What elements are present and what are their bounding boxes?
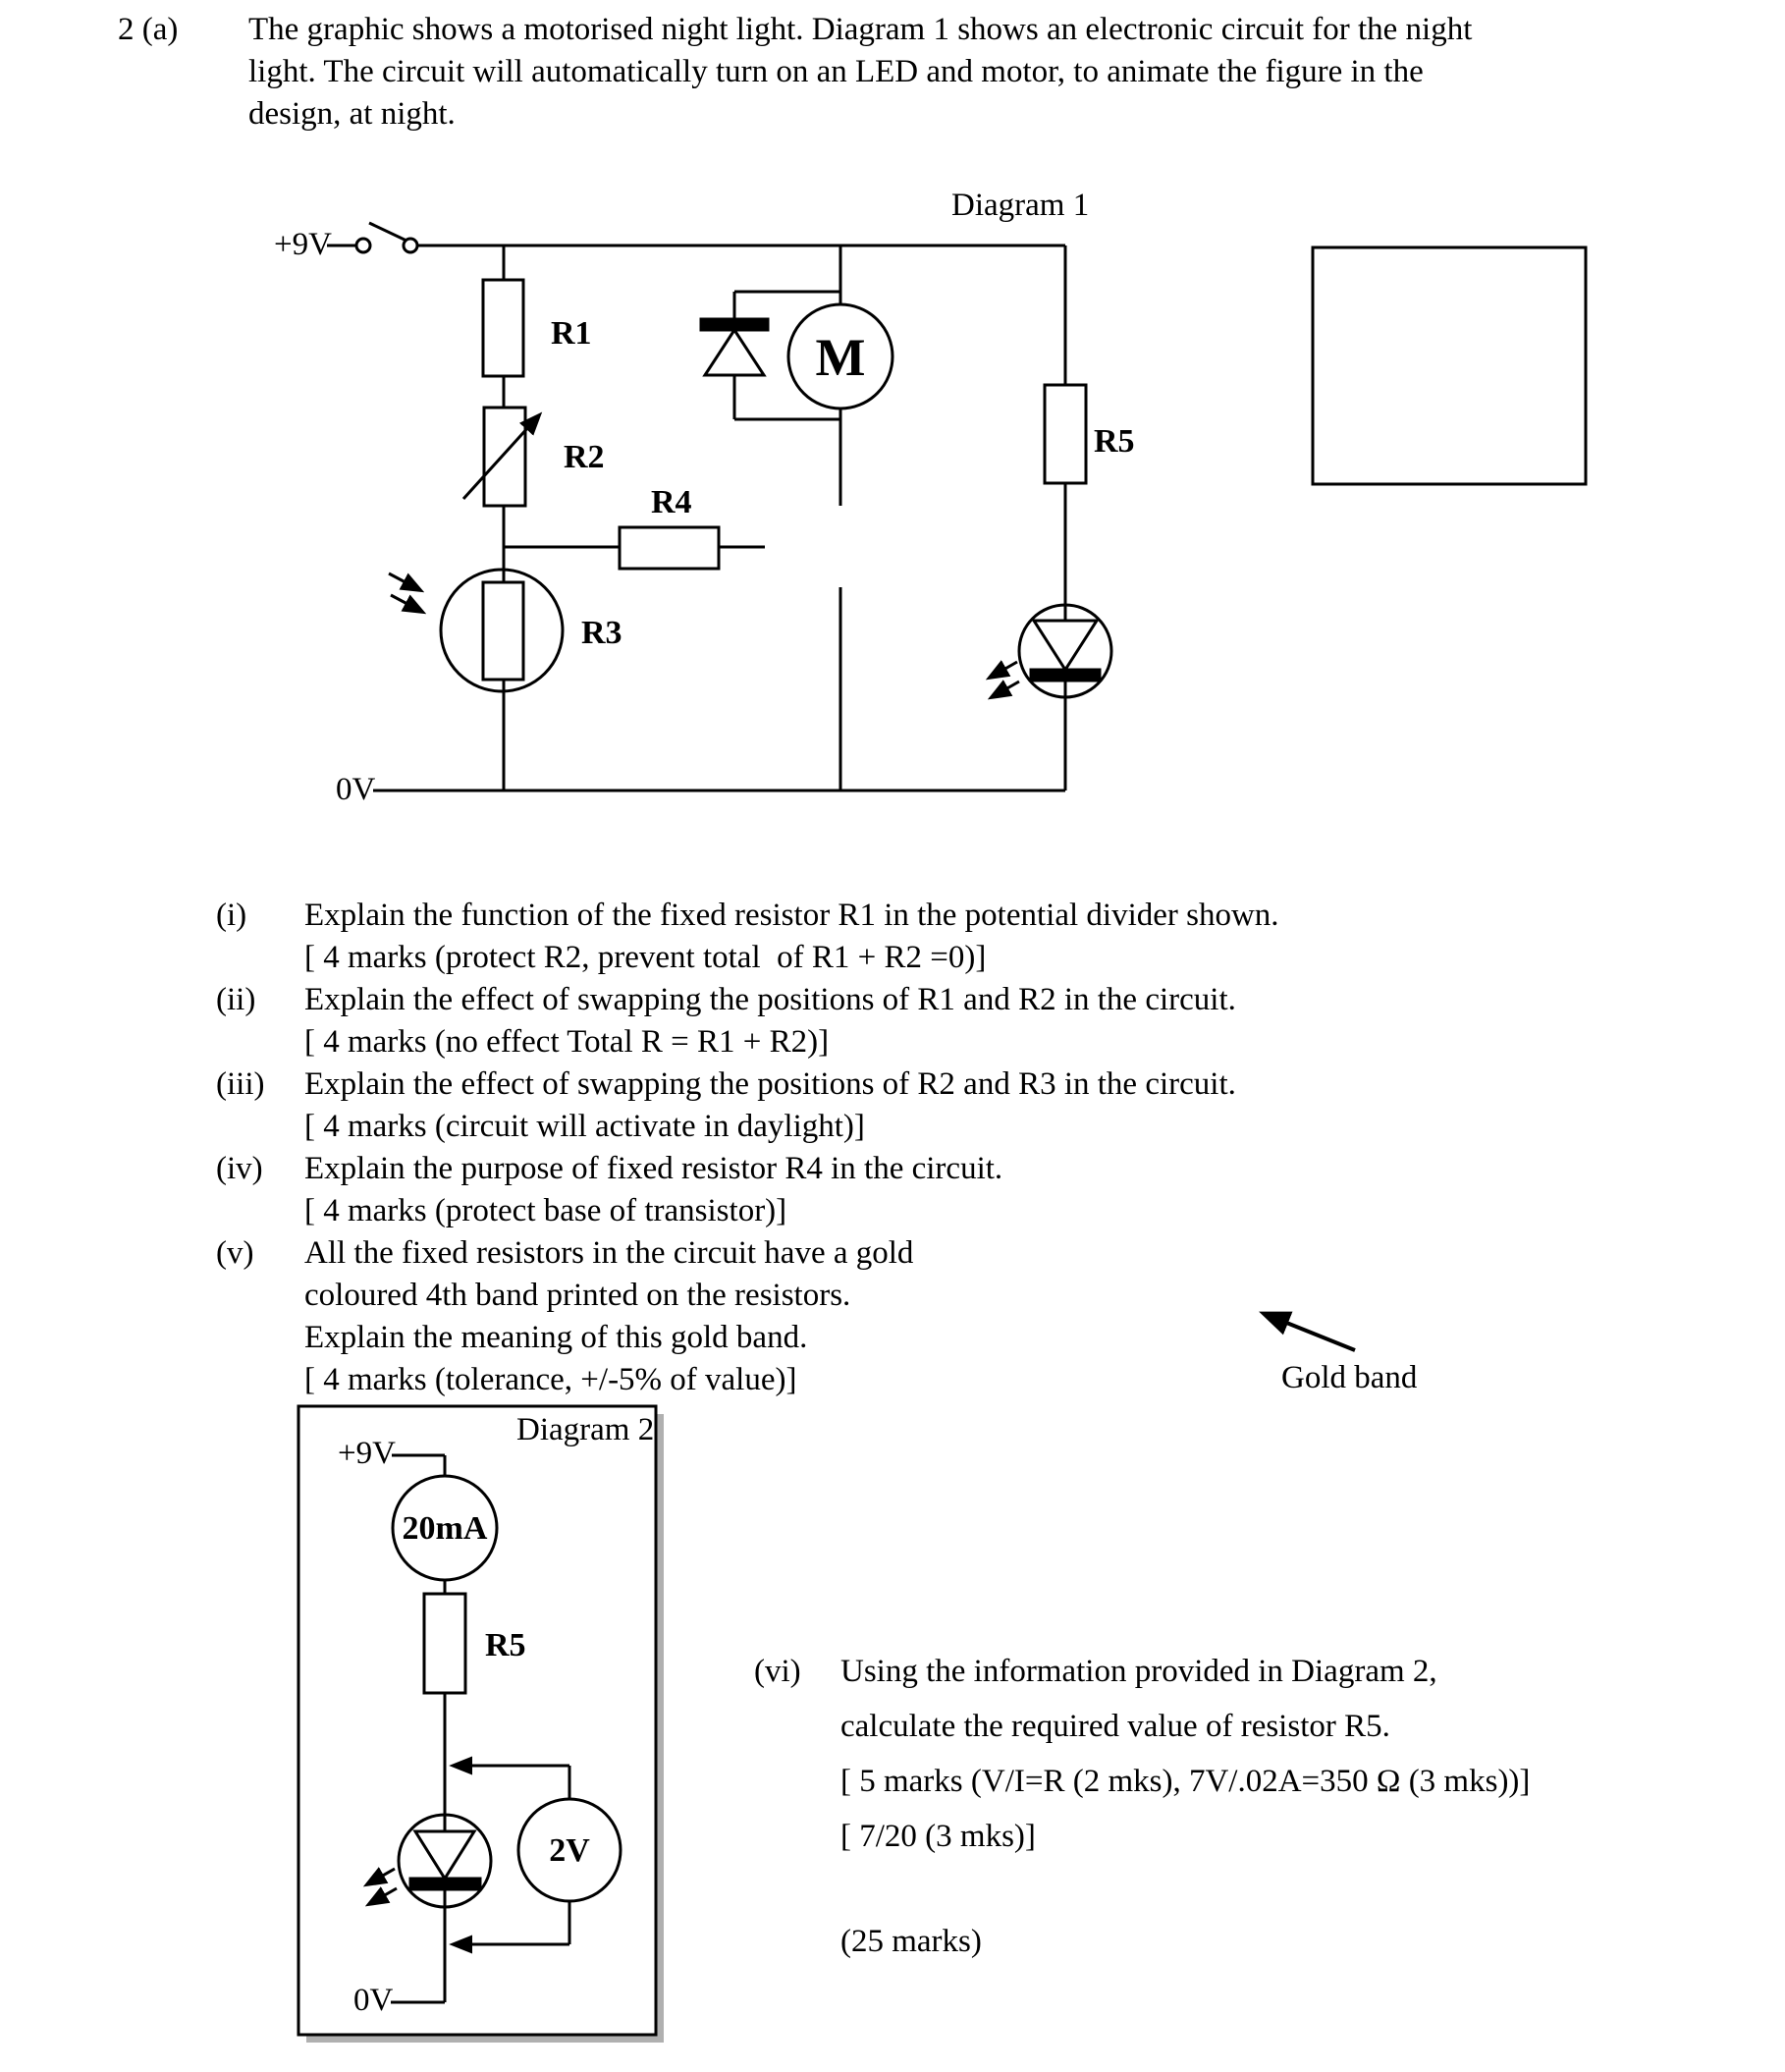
led-triangle — [1034, 621, 1097, 670]
light-out-arrow-icon — [992, 682, 1019, 697]
answer-box — [1313, 247, 1586, 484]
item-line: [ 4 marks (protect R2, prevent total of R1 + R2 =0)] — [304, 940, 987, 975]
switch-contact — [356, 239, 370, 252]
item-line: [ 4 marks (circuit will activate in daylight)] — [304, 1109, 865, 1144]
diode-icon — [701, 292, 768, 419]
r3-label: R3 — [581, 615, 622, 651]
item-line: [ 5 marks (V/I=R (2 mks), 7V/.02A=350 Ω (3 mks))] — [840, 1764, 1531, 1799]
diagram2-circuit — [298, 1406, 664, 2043]
light-in-arrow-icon — [389, 573, 420, 590]
led-cathode-bar — [1031, 670, 1100, 681]
voltmeter-label: 2V — [549, 1832, 590, 1869]
resistor-r5-icon — [1045, 385, 1086, 483]
switch-lever — [369, 223, 406, 241]
item-line: coloured 4th band printed on the resistors. — [304, 1278, 851, 1313]
item-line: [ 4 marks (tolerance, +/-5% of value)] — [304, 1362, 797, 1397]
item-line: Explain the function of the fixed resistor R1 in the potential divider shown. — [304, 898, 1279, 933]
light-out-arrow-icon — [990, 662, 1017, 678]
header-line: design, at night. — [248, 96, 456, 132]
item-marker: (iii) — [216, 1066, 265, 1102]
ldr-resistor-body — [483, 582, 523, 680]
diagram1-title: Diagram 1 — [951, 188, 1090, 223]
item-marker: (v) — [216, 1235, 254, 1271]
diagram1-circuit — [327, 223, 1586, 791]
r1-label: R1 — [551, 315, 592, 352]
supply-label: +9V — [338, 1436, 396, 1471]
diode-triangle — [705, 330, 764, 375]
resistor-r4-icon — [620, 527, 719, 569]
item-line: Explain the effect of swapping the positions of R1 and R2 in the circuit. — [304, 982, 1236, 1017]
r5-label: R5 — [485, 1627, 526, 1663]
led-icon — [990, 605, 1111, 697]
item-line: [ 4 marks (no effect Total R = R1 + R2)] — [304, 1024, 830, 1060]
item-marker: (vi) — [754, 1654, 801, 1689]
motor-label: M — [815, 328, 866, 387]
resistor-r1-icon — [483, 280, 523, 376]
switch-contact — [404, 239, 417, 252]
item-line: Explain the purpose of fixed resistor R4 in the circuit. — [304, 1151, 1003, 1186]
gold-band-arrow-icon — [1265, 1314, 1355, 1350]
item-line: All the fixed resistors in the circuit have a gold — [304, 1235, 914, 1271]
switch-icon — [356, 223, 417, 252]
header-line: The graphic shows a motorised night light. Diagram 1 shows an electronic circuit for the night — [248, 12, 1473, 47]
header-line: light. The circuit will automatically turn on an LED and motor, to animate the figure in the — [248, 54, 1424, 89]
light-in-arrow-icon — [391, 595, 422, 612]
variable-resistor-r2-icon — [484, 408, 525, 506]
r4-label: R4 — [651, 484, 692, 520]
r5-label: R5 — [1094, 423, 1135, 460]
ldr-icon — [389, 570, 563, 691]
item-marker: (iv) — [216, 1151, 263, 1186]
r2-label: R2 — [564, 439, 605, 475]
item-line: [ 7/20 (3 mks)] — [840, 1819, 1036, 1854]
item-line: Using the information provided in Diagram 2, — [840, 1654, 1437, 1689]
gold-band-label: Gold band — [1281, 1360, 1418, 1395]
ground-label: 0V — [353, 1983, 394, 2018]
item-line: calculate the required value of resistor R5. — [840, 1709, 1390, 1744]
resistor-r5-icon — [424, 1594, 465, 1693]
current-source-label: 20mA — [402, 1510, 488, 1547]
item-line: [ 4 marks (protect base of transistor)] — [304, 1193, 787, 1228]
diagram2-title: Diagram 2 — [516, 1412, 655, 1447]
led-cathode-bar — [410, 1879, 480, 1889]
ground-label: 0V — [336, 772, 376, 807]
item-line: Explain the effect of swapping the positions of R2 and R3 in the circuit. — [304, 1066, 1236, 1102]
item-marker: (ii) — [216, 982, 256, 1017]
question-number: 2 (a) — [118, 12, 179, 47]
item-marker: (i) — [216, 898, 247, 933]
total-marks: (25 marks) — [840, 1924, 982, 1959]
item-line: Explain the meaning of this gold band. — [304, 1320, 808, 1355]
supply-label: +9V — [274, 227, 332, 262]
